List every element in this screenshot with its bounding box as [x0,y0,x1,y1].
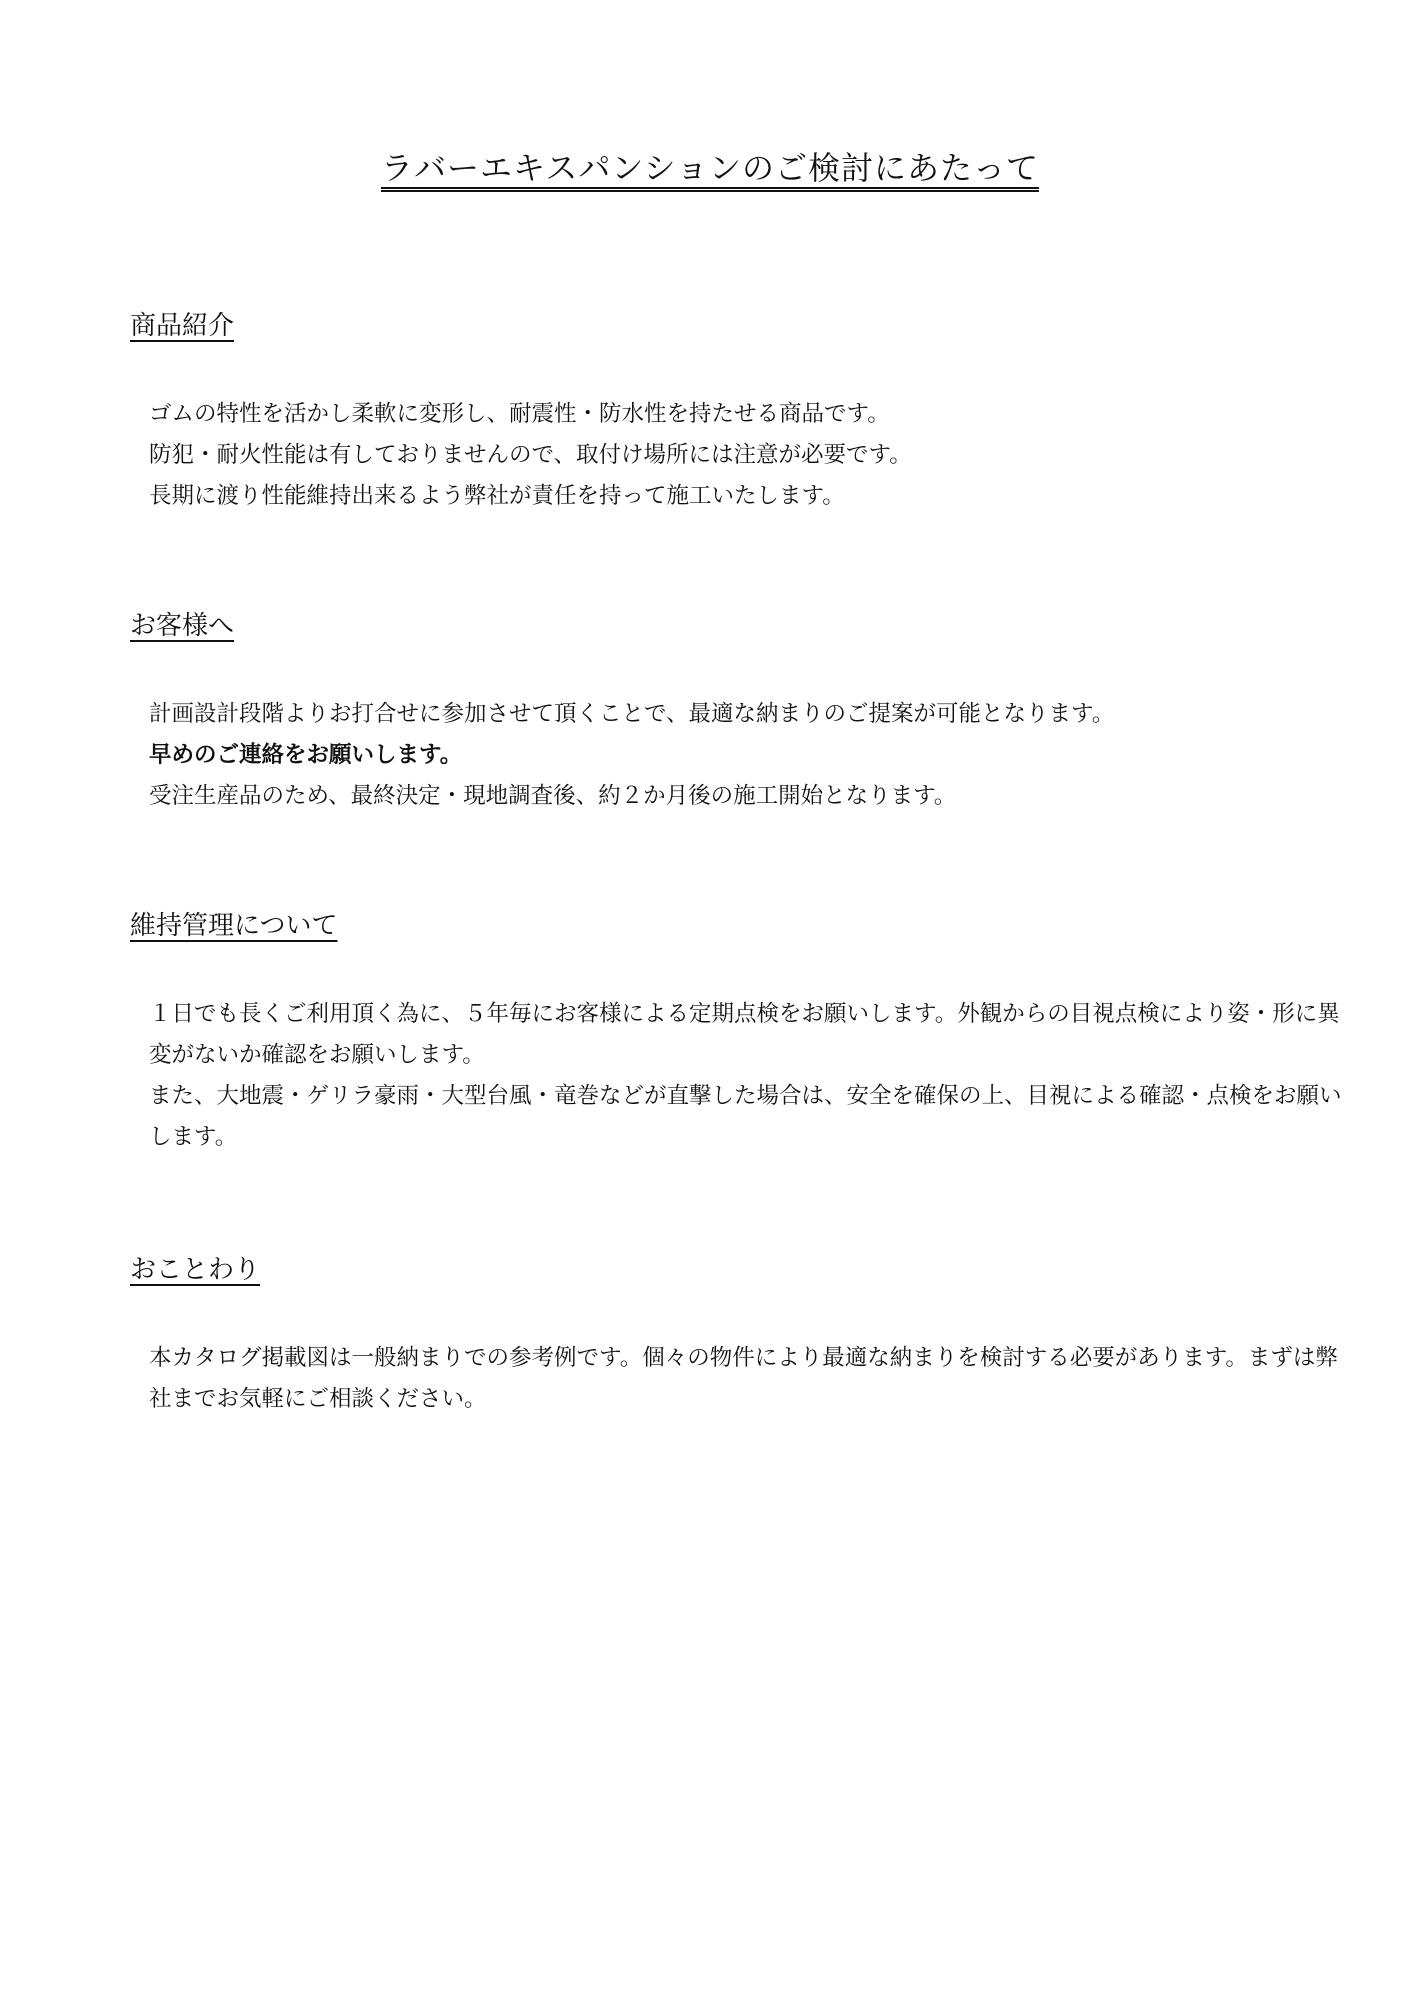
paragraph-line: 受注生産品のため、最終決定・現地調査後、約２か月後の施工開始となります。 [149,783,957,809]
emphasis-line: 早めのご連絡をお願いします。 [149,742,463,768]
paragraph-line: 防犯・耐火性能は有しておりませんので、取付け場所には注意が必要です。 [149,442,912,468]
section-body [130,394,1349,517]
section-heading: 商品紹介 [130,311,235,341]
paragraph-line: また、大地震・ゲリラ豪雨・大型台風・竜巻などが直撃した場合は、安全を確保の上、目視による確認・点検をお願いします。 [149,1083,1342,1150]
document-title-text: ラバーエキスパンションのご検討にあたって [381,149,1039,187]
section-product-introduction [130,308,1350,517]
section-heading: お客様へ [130,611,235,641]
section-heading: 維持管理について [130,911,338,941]
section-body [130,694,1349,817]
paragraph-line: ゴムの特性を活かし柔軟に変形し、耐震性・防水性を持たせる商品です。 [149,401,890,427]
section-body [130,1338,1349,1420]
paragraph-line: １日でも長くご利用頂く為に、５年毎にお客様による定期点検をお願いします。外観からの目視点検により姿・形に異変がないか確認をお願いします。 [149,1001,1340,1068]
document-title [0,146,1420,190]
section-disclaimer [130,1252,1350,1420]
paragraph-line: 本カタログ掲載図は一般納まりでの参考例です。個々の物件により最適な納まりを検討する必要があります。まずは弊社までお気軽にご相談ください。 [149,1345,1338,1412]
paragraph-line: 長期に渡り性能維持出来るよう弊社が責任を持って施工いたします。 [149,483,845,509]
section-heading: おことわり [130,1255,261,1285]
paragraph-line: 計画設計段階よりお打合せに参加させて頂くことで、最適な納まりのご提案が可能となります。 [149,701,1115,727]
section-to-customers [130,608,1350,817]
section-maintenance [130,908,1350,1158]
section-body [130,994,1349,1158]
